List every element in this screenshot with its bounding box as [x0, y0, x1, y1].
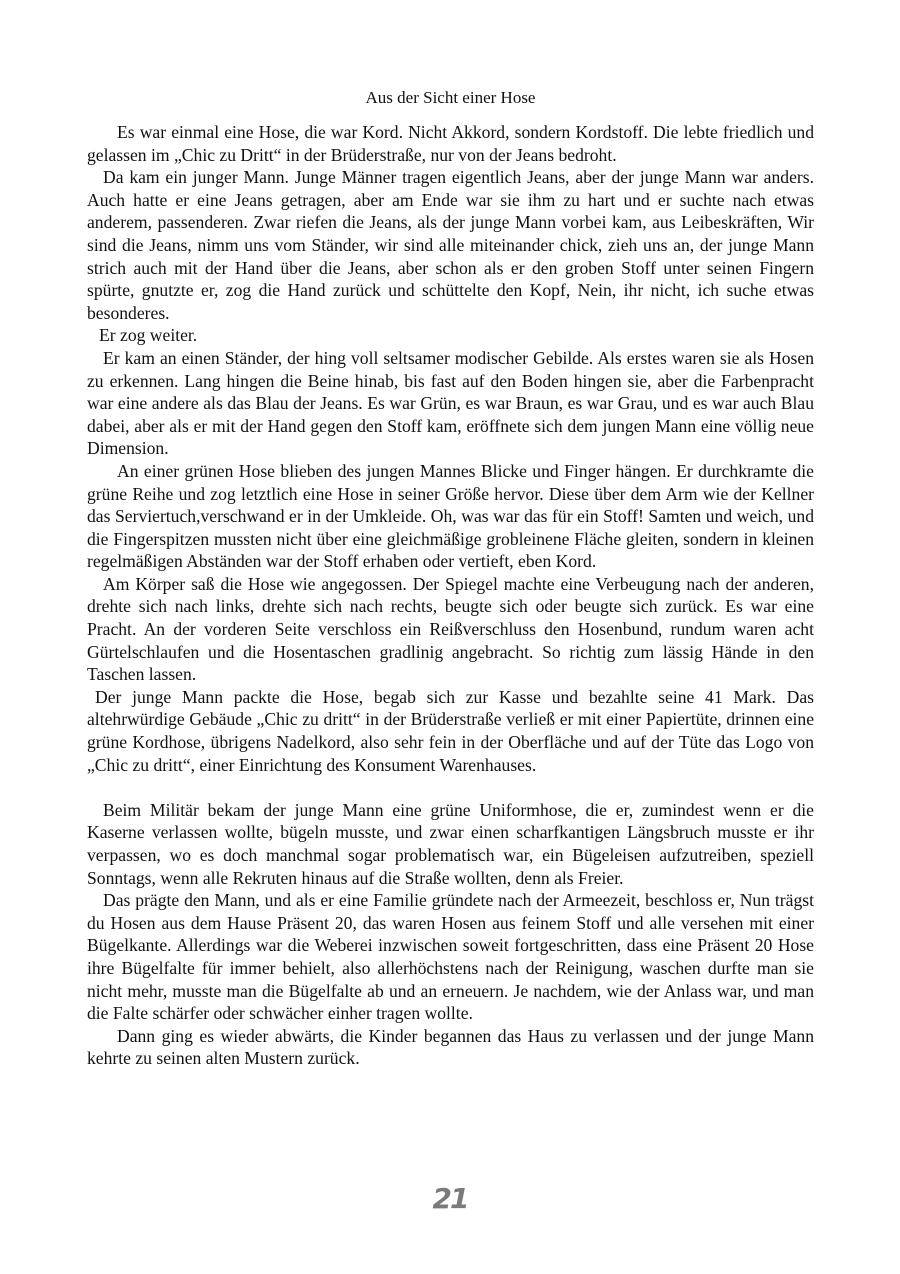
paragraph: Dann ging es wieder abwärts, die Kinder begannen das Haus zu verlassen und der junge Mann kehrte zu seinen alten Mustern zurück.	[87, 1025, 814, 1069]
paragraph: Das prägte den Mann, und als er eine Familie gründete nach der Armeezeit, beschloss er, Nun trägst du Hosen aus dem Hause Präsent 20, das waren Hosen aus feinem Stoff und alle versehen mit einer Bügelkante. Allerdings war die Weberei inzwischen soweit fortgeschritten, dass eine Präsent 20 Hose ihre Bügelfalte für immer behielt, also allerhöchstens nach der Reinigung, waschen durfte man sie nicht mehr, musste man die Bügelfalte ab und an erneuern. Je nachdem, wie der Anlass war, und man die Falte schärfer oder schwächer einher tragen wollte.	[87, 890, 814, 1024]
paragraph: Es war einmal eine Hose, die war Kord. Nicht Akkord, sondern Kordstoff. Die lebte friedlich und gelassen im „Chic zu Dritt“ in der Brüderstraße, nur von der Jeans bedroht.	[87, 122, 814, 165]
paragraph: Der junge Mann packte die Hose, begab sich zur Kasse und bezahlte seine 41 Mark. Das altehrwürdige Gebäude „Chic zu dritt“ in der Brüderstraße verließ er mit einer Papiertüte, drinnen eine grüne Kordhose, übrigens Nadelkord, also sehr fein in der Oberfläche und auf der Tüte das Logo von „Chic zu dritt“, einer Einrichtung des Konsument Warenhauses.	[87, 686, 814, 775]
paragraph: Beim Militär bekam der junge Mann eine grüne Uniformhose, die er, zumindest wenn er die Kaserne verlassen wollte, bügeln musste, und zwar einen scharfkantigen Längsbruch musste er ihr verpassen, wo es doch manchmal sogar problematisch war, ein Bügeleisen aufzutreiben, speziell Sonntags, wenn alle Rekruten hinaus auf die Straße wollten, denn als Freier.	[87, 799, 814, 888]
paragraph-spacer	[87, 776, 814, 799]
paragraph: Er kam an einen Ständer, der hing voll seltsamer modischer Gebilde. Als erstes waren sie als Hosen zu erkennen. Lang hingen die Beine hinab, bis fast auf den Boden hingen sie, aber die Farbenpracht war eine andere als das Blau der Jeans. Es war Grün, es war Braun, es war Grau, und es war auch Blau dabei, aber als er mit der Hand gegen den Stoff kam, eröffnete sich dem jungen Mann eine völlig neue Dimension.	[87, 347, 814, 459]
page-number: 21	[432, 1182, 468, 1215]
document-page	[87, 87, 814, 1070]
paragraph: Am Körper saß die Hose wie angegossen. Der Spiegel machte eine Verbeugung nach der anderen, drehte sich nach links, drehte sich nach rechts, beugte sich oder beugte sich zurück. Es war eine Pracht. An der vorderen Seite verschloss ein Reißverschluss den Hosenbund, rundum waren acht Gürtelschlaufen und die Hosentaschen gradlinig angebracht. So richtig zum lässig Hände in den Taschen lassen.	[87, 573, 814, 685]
paragraph: An einer grünen Hose blieben des jungen Mannes Blicke und Finger hängen. Er durchkramte die grüne Reihe und zog letztlich eine Hose in seiner Größe hervor. Diese über dem Arm wie der Kellner das Serviertuch,verschwand er in der Umkleide. Oh, was war das für ein Stoff! Samten und weich, und die Fingerspitzen mussten nicht über eine gleichmäßige grobleinene Fläche gleiten, sondern in kleinen regelmäßigen Abständen war der Stoff erhaben oder vertieft, eben Kord.	[87, 460, 814, 572]
page-title: Aus der Sicht einer Hose	[365, 88, 536, 107]
paragraph: Er zog weiter.	[99, 325, 198, 346]
paragraph: Da kam ein junger Mann. Junge Männer tragen eigentlich Jeans, aber der junge Mann war anders. Auch hatte er eine Jeans getragen, aber am Ende war sie ihm zu hart und er suchte nach etwas anderem, passenderen. Zwar riefen die Jeans, als der junge Mann vorbei kam, aus Leibeskräften, Wir sind die Jeans, nimm uns vom Ständer, wir sind alle miteinander chick, zieh uns an, der junge Mann strich auch mit der Hand über die Jeans, aber schon als er den groben Stoff unter seinen Fingern spürte, gnutzte er, zog die Hand zurück und schüttelte den Kopf, Nein, ihr nicht, ich suche etwas besonderes.	[87, 167, 814, 323]
